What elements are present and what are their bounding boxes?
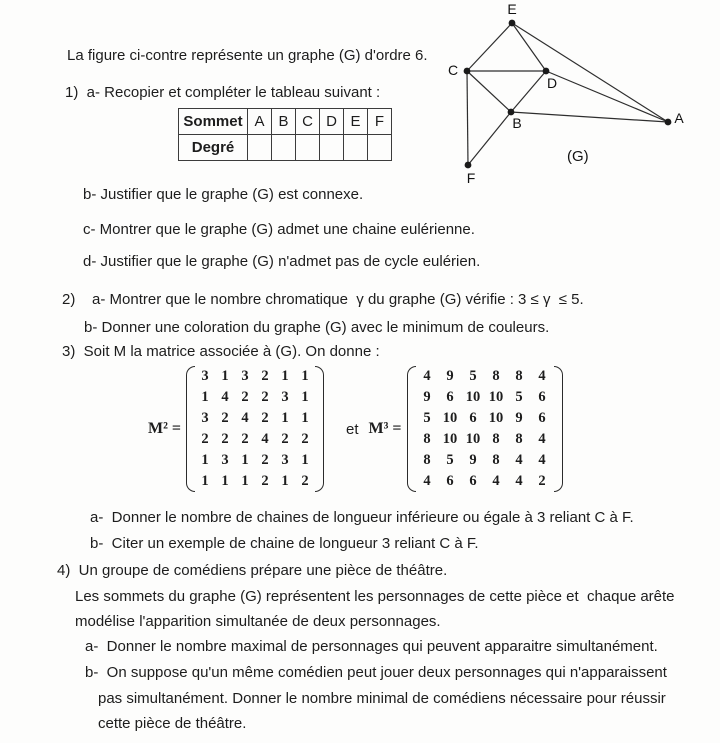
matrix-m2-cell-2-1: 2 <box>221 410 229 426</box>
matrix-m3-cell-5-1: 6 <box>446 473 454 489</box>
matrix-m3-cell-5-2: 6 <box>469 473 477 489</box>
matrix-m3-cell-1-4: 5 <box>515 389 523 405</box>
question-3-intro: 3) Soit M la matrice associée à (G). On donne : <box>62 343 380 360</box>
degree-table-degree-row <box>179 135 392 161</box>
matrix-m2-cell-5-2: 1 <box>241 473 249 489</box>
matrix-m2-cell-3-5: 2 <box>301 431 309 447</box>
matrix-m3-cell-4-5: 4 <box>538 452 546 468</box>
degree-cell-A <box>248 135 272 161</box>
matrix-m2-grid <box>195 366 315 492</box>
table-header-sommet: Sommet <box>179 109 248 135</box>
question-4-desc-line1: Les sommets du graphe (G) représentent les personnages de cette pièce et chaque arête <box>75 588 675 605</box>
graph-edge-E-D <box>512 23 546 71</box>
matrix-m3-cell-2-2: 6 <box>469 410 477 426</box>
matrix-m3-cell-1-1: 6 <box>446 389 454 405</box>
matrix-m3-cell-4-4: 4 <box>515 452 523 468</box>
question-4b-line1: b- On suppose qu'un même comédien peut jouer deux personnages qui n'apparaissent <box>85 664 667 681</box>
graph-vertex-label-D: D <box>546 75 558 91</box>
question-2a: 2) a- Montrer que le nombre chromatique γ du graphe (G) vérifie : 3 ≤ γ ≤ 5. <box>62 291 584 308</box>
question-4a: a- Donner le nombre maximal de personnages qui peuvent apparaitre simultanément. <box>85 638 658 655</box>
matrix-m2-cell-0-0: 3 <box>201 368 209 384</box>
graph-caption: (G) <box>567 148 589 165</box>
graph-vertex-label-A: A <box>674 110 684 126</box>
matrix-m3-cell-0-1: 9 <box>446 368 454 384</box>
matrix-m2-cell-2-3: 2 <box>261 410 269 426</box>
matrix-m3-cell-0-2: 5 <box>469 368 477 384</box>
graph-vertex-E <box>509 20 516 27</box>
graph-vertex-F <box>465 162 472 169</box>
intro-text: La figure ci-contre représente un graphe (G) d'ordre 6. <box>67 47 428 64</box>
matrix-m2-cell-3-2: 2 <box>241 431 249 447</box>
matrix-m3-cell-3-2: 10 <box>465 431 481 447</box>
matrix-m3-cell-4-1: 5 <box>446 452 454 468</box>
matrix-m3-cell-0-0: 4 <box>423 368 431 384</box>
question-4b-line2: pas simultanément. Donner le nombre minimal de comédiens nécessaire pour réussir <box>98 690 666 707</box>
matrix-m3-cell-4-3: 8 <box>492 452 500 468</box>
question-1a: 1) a- Recopier et compléter le tableau suivant : <box>65 84 381 101</box>
matrix-m2-cell-3-3: 4 <box>261 431 269 447</box>
m3-right-paren <box>554 366 563 492</box>
matrix-m3-cell-2-1: 10 <box>442 410 458 426</box>
matrix-m3-cell-0-3: 8 <box>492 368 500 384</box>
matrix-m3-cell-5-3: 4 <box>492 473 500 489</box>
question-1d: d- Justifier que le graphe (G) n'admet pas de cycle eulérien. <box>83 253 481 270</box>
question-3b: b- Citer un exemple de chaine de longueur 3 reliant C à F. <box>90 535 479 552</box>
matrix-m3-cell-2-4: 9 <box>515 410 523 426</box>
matrix-m2-cell-0-2: 3 <box>241 368 249 384</box>
m2-label: M² = <box>148 420 182 437</box>
matrix-m2-cell-5-4: 1 <box>281 473 289 489</box>
question-1b: b- Justifier que le graphe (G) est connexe. <box>83 186 364 203</box>
graph-svg <box>440 0 712 195</box>
matrix-m3-cell-5-5: 2 <box>538 473 546 489</box>
question-4-desc-line2: modélise l'apparition simultanée de deux personnages. <box>75 613 441 630</box>
table-header-degre: Degré <box>179 135 248 161</box>
table-col-E: E <box>344 109 368 135</box>
degree-cell-F <box>368 135 392 161</box>
matrix-m3-cell-2-3: 10 <box>488 410 504 426</box>
matrix-m3-cell-0-5: 4 <box>538 368 546 384</box>
graph-edge-B-F <box>468 112 511 165</box>
graph-figure <box>440 0 712 195</box>
matrix-m2-cell-2-2: 4 <box>241 410 249 426</box>
matrix-m3-cell-2-0: 5 <box>423 410 431 426</box>
matrix-m3-cell-2-5: 6 <box>538 410 546 426</box>
matrix-m2-cell-1-5: 1 <box>301 389 309 405</box>
question-1c: c- Montrer que le graphe (G) admet une chaine eulérienne. <box>83 221 475 238</box>
graph-vertex-label-C: C <box>447 62 459 78</box>
graph-vertex-C <box>464 68 471 75</box>
degree-cell-D <box>320 135 344 161</box>
question-4b-line3: cette pièce de théâtre. <box>98 715 247 732</box>
matrix-m2-cell-4-1: 3 <box>221 452 229 468</box>
matrix-m3-grid <box>416 366 554 492</box>
graph-edge-E-A <box>512 23 668 122</box>
table-col-C: C <box>296 109 320 135</box>
degree-table <box>178 108 392 161</box>
question-4-intro: 4) Un groupe de comédiens prépare une pièce de théâtre. <box>57 562 448 579</box>
matrix-m2-cell-3-1: 2 <box>221 431 229 447</box>
graph-edge-B-A <box>511 112 668 122</box>
degree-cell-B <box>272 135 296 161</box>
matrix-m2-cell-0-3: 2 <box>261 368 269 384</box>
matrix-m2-cell-4-2: 1 <box>241 452 249 468</box>
table-col-A: A <box>248 109 272 135</box>
graph-edge-C-F <box>467 71 468 165</box>
table-col-F: F <box>368 109 392 135</box>
degree-cell-E <box>344 135 368 161</box>
table-col-B: B <box>272 109 296 135</box>
matrix-m3-cell-3-5: 4 <box>538 431 546 447</box>
matrix-m2-cell-1-3: 2 <box>261 389 269 405</box>
matrix-m2-cell-4-5: 1 <box>301 452 309 468</box>
matrix-m2-cell-1-4: 3 <box>281 389 289 405</box>
matrices-block <box>148 366 563 492</box>
matrix-m2-cell-2-0: 3 <box>201 410 209 426</box>
matrix-m2-cell-0-1: 1 <box>221 368 229 384</box>
matrix-m2-cell-5-1: 1 <box>221 473 229 489</box>
question-3a: a- Donner le nombre de chaines de longueur inférieure ou égale à 3 reliant C à F. <box>90 509 634 526</box>
matrix-m3-cell-3-1: 10 <box>442 431 458 447</box>
matrix-m2-cell-1-2: 2 <box>241 389 249 405</box>
matrix-m2-cell-5-0: 1 <box>201 473 209 489</box>
matrix-m2-cell-4-3: 2 <box>261 452 269 468</box>
graph-vertex-A <box>665 119 672 126</box>
matrix-m3-cell-3-0: 8 <box>423 431 431 447</box>
matrix-m2-cell-4-4: 3 <box>281 452 289 468</box>
graph-vertex-D <box>543 68 550 75</box>
matrix-m2-cell-2-5: 1 <box>301 410 309 426</box>
matrix-m2-cell-4-0: 1 <box>201 452 209 468</box>
matrix-m3-cell-3-4: 8 <box>515 431 523 447</box>
matrix-m3-cell-1-0: 9 <box>423 389 431 405</box>
graph-vertex-label-F: F <box>466 170 476 186</box>
et-label: et <box>346 420 359 438</box>
matrix-m2-cell-3-0: 2 <box>201 431 209 447</box>
m3-left-paren <box>407 366 416 492</box>
matrix-m2-cell-1-1: 4 <box>221 389 229 405</box>
graph-vertex-label-E: E <box>507 1 517 17</box>
matrix-m2-cell-5-3: 2 <box>261 473 269 489</box>
matrix-m3-cell-5-4: 4 <box>515 473 523 489</box>
degree-cell-C <box>296 135 320 161</box>
matrix-m3-cell-1-5: 6 <box>538 389 546 405</box>
degree-table-header-row <box>179 109 392 135</box>
matrix-m3-cell-0-4: 8 <box>515 368 523 384</box>
graph-edge-D-A <box>546 71 668 122</box>
matrix-m3-cell-4-0: 8 <box>423 452 431 468</box>
m2-left-paren <box>186 366 195 492</box>
matrix-m2-cell-0-5: 1 <box>301 368 309 384</box>
graph-edge-E-C <box>467 23 512 71</box>
m2-right-paren <box>315 366 324 492</box>
matrix-m3-cell-1-2: 10 <box>465 389 481 405</box>
matrix-m2-cell-1-0: 1 <box>201 389 209 405</box>
m3-label: M³ = <box>368 420 402 437</box>
table-col-D: D <box>320 109 344 135</box>
matrix-m3-cell-1-3: 10 <box>488 389 504 405</box>
graph-edge-D-B <box>511 71 546 112</box>
matrix-m2-cell-2-4: 1 <box>281 410 289 426</box>
matrix-m2-cell-3-4: 2 <box>281 431 289 447</box>
matrix-m3-cell-4-2: 9 <box>469 452 477 468</box>
matrix-m2-cell-5-5: 2 <box>301 473 309 489</box>
graph-edge-C-B <box>467 71 511 112</box>
matrix-m3-cell-5-0: 4 <box>423 473 431 489</box>
matrix-m2-cell-0-4: 1 <box>281 368 289 384</box>
graph-vertex-label-B: B <box>512 115 522 131</box>
matrix-m3-cell-3-3: 8 <box>492 431 500 447</box>
question-2b: b- Donner une coloration du graphe (G) avec le minimum de couleurs. <box>84 319 550 336</box>
